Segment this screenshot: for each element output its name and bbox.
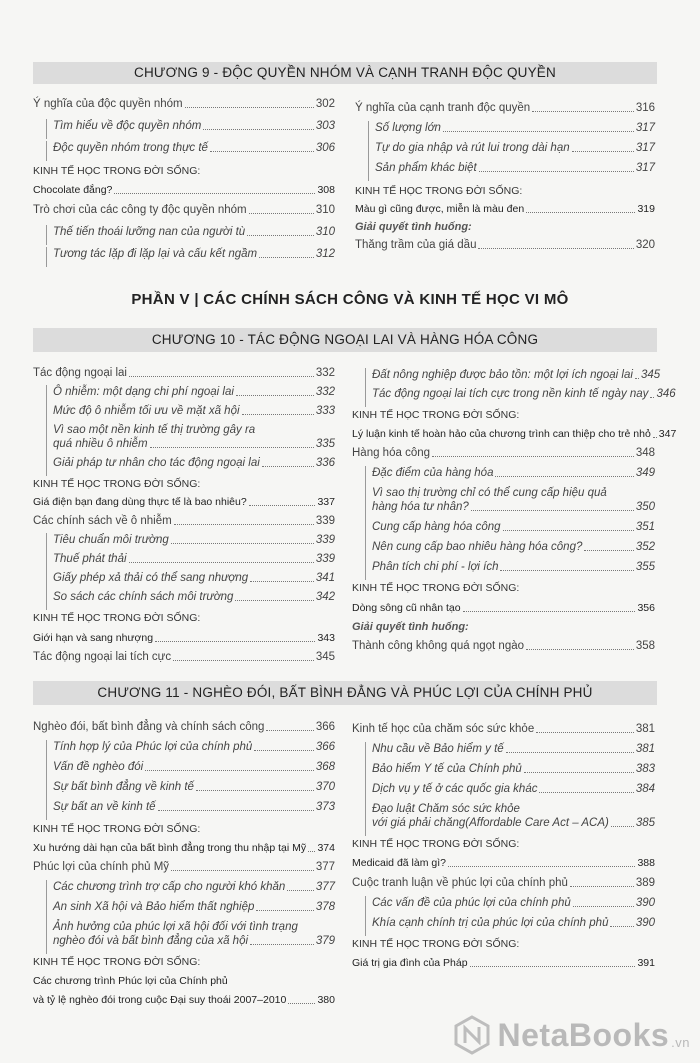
chapter-11-right-column — [352, 722, 655, 970]
toc-entry[interactable]: Tiêu chuẩn môi trường 339 — [33, 533, 335, 547]
chapter-9-title: CHƯƠNG 9 - ĐỘC QUYỀN NHÓM VÀ CẠNH TRANH ĐỘC QUYỀN — [134, 65, 556, 80]
toc-entry[interactable]: Thuế phát thải 339 — [33, 552, 335, 566]
toc-entry[interactable]: Dòng sông cũ nhân tạo 356 — [352, 602, 655, 614]
life-economics-label: KINH TẾ HỌC TRONG ĐỜI SỐNG: — [33, 612, 201, 624]
toc-entry[interactable]: Giá điện bạn đang dùng thực tế là bao nhiêu? 337 — [33, 496, 335, 508]
toc-entry[interactable]: Các chương trình trợ cấp cho người khó khăn 377 — [33, 880, 335, 894]
toc-entry[interactable]: Sự bất bình đẳng về kinh tế 370 — [33, 780, 335, 794]
toc-entry[interactable]: So sách các chính sách môi trường 342 — [33, 590, 335, 604]
chapter-9-header — [33, 62, 657, 84]
toc-entry[interactable]: Giá trị gia đình của Pháp 391 — [352, 957, 655, 969]
toc-entry[interactable]: Trò chơi của các công ty độc quyền nhóm 310 — [33, 204, 335, 216]
toc-entry[interactable]: Cuộc tranh luận về phúc lợi của chính phủ 389 — [352, 877, 655, 889]
toc-entry[interactable]: Ý nghĩa của cạnh tranh độc quyền 316 — [355, 102, 655, 114]
life-economics-label: KINH TẾ HỌC TRONG ĐỜI SỐNG: — [352, 409, 520, 421]
toc-entry[interactable]: Đặc điểm của hàng hóa 349 — [352, 466, 655, 480]
toc-entry[interactable]: Các chính sách về ô nhiễm 339 — [33, 515, 335, 527]
toc-entry[interactable]: Chocolate đắng? 308 — [33, 184, 335, 196]
toc-entry[interactable]: Dịch vụ y tế ở các quốc gia khác 384 — [352, 782, 655, 796]
toc-entry[interactable]: Màu gì cũng được, miễn là màu đen 319 — [355, 203, 655, 215]
netabooks-watermark — [452, 1015, 691, 1055]
life-economics-label: KINH TẾ HỌC TRONG ĐỜI SỐNG: — [352, 938, 520, 950]
toc-entry[interactable]: Lý luận kinh tế hoàn hảo của chương trình can thiệp cho trẻ nhỏ 347 — [352, 428, 677, 440]
toc-entry[interactable]: Kinh tế học của chăm sóc sức khỏe 381 — [352, 723, 655, 735]
toc-entry[interactable]: Xu hướng dài hạn của bất bình đẳng trong thu nhập tại Mỹ 374 — [33, 842, 335, 854]
toc-entry[interactable]: Đất nông nghiệp được bảo tồn: một lợi ích ngoại lai 345 — [352, 368, 655, 382]
toc-entry[interactable]: Tính hợp lý của Phúc lợi của chính phủ 366 — [33, 740, 335, 754]
chapter-9-left-column — [33, 97, 335, 261]
chapter-10-header — [33, 328, 657, 352]
toc-entry[interactable]: Mức độ ô nhiễm tối ưu về mặt xã hội 333 — [33, 404, 335, 418]
toc-entry[interactable]: Giấy phép xả thải có thể sang nhượng 341 — [33, 571, 335, 585]
toc-entry[interactable]: Vì sao thị trường chỉ có thể cung cấp hiệu quả hàng hóa tư nhân? 350 — [352, 486, 655, 514]
toc-entry[interactable]: Thành công không quá ngọt ngào 358 — [352, 640, 655, 652]
life-economics-label: KINH TẾ HỌC TRONG ĐỜI SỐNG: — [33, 165, 201, 177]
toc-entry[interactable]: Cung cấp hàng hóa công 351 — [352, 520, 655, 534]
chapter-11-header — [33, 681, 657, 705]
toc-entry[interactable]: Tìm hiểu về độc quyền nhóm 303 — [33, 119, 335, 133]
watermark-suffix: .vn — [671, 1034, 690, 1050]
toc-entry[interactable]: Vấn đề nghèo đói 368 — [33, 760, 335, 774]
toc-entry[interactable]: Phúc lợi của chính phủ Mỹ 377 — [33, 861, 335, 873]
life-economics-label: KINH TẾ HỌC TRONG ĐỜI SỐNG: — [355, 185, 523, 197]
toc-entry[interactable]: Nên cung cấp bao nhiêu hàng hóa công? 352 — [352, 540, 655, 554]
toc-entry[interactable]: Sự bất an về kinh tế 373 — [33, 800, 335, 814]
toc-entry[interactable]: Bảo hiểm Y tế của Chính phủ 383 — [352, 762, 655, 776]
life-economics-label: KINH TẾ HỌC TRONG ĐỜI SỐNG: — [33, 823, 201, 835]
netabooks-logo-icon — [452, 1015, 492, 1055]
toc-entry[interactable]: Các vấn đề của phúc lợi của chính phủ 390 — [352, 896, 655, 910]
chapter-10-right-column — [352, 368, 677, 653]
life-economics-label: KINH TẾ HỌC TRONG ĐỜI SỐNG: — [352, 838, 520, 850]
case-study-label: Giải quyết tình huống: — [355, 221, 472, 233]
chapter-10-left-column — [33, 366, 335, 664]
toc-entry[interactable]: Giới hạn và sang nhượng 343 — [33, 632, 335, 644]
toc-entry[interactable]: Giải pháp tư nhân cho tác động ngoại lai 336 — [33, 456, 335, 470]
toc-entry[interactable]: Nhu cầu về Bảo hiểm y tế 381 — [352, 742, 655, 756]
toc-entry[interactable]: Nghèo đói, bất bình đẳng và chính sách công 366 — [33, 721, 335, 733]
toc-entry[interactable]: Vì sao một nền kinh tế thị trường gây ra quá nhiều ô nhiễm 335 — [33, 423, 335, 451]
chapter-11-left-column — [33, 720, 335, 1007]
case-study-label: Giải quyết tình huống: — [352, 621, 469, 633]
part-5-title: PHẦN V | CÁC CHÍNH SÁCH CÔNG VÀ KINH TẾ HỌC VI MÔ — [131, 291, 569, 308]
life-economics-label: KINH TẾ HỌC TRONG ĐỜI SỐNG: — [352, 582, 520, 594]
chapter-11-title: CHƯƠNG 11 - NGHÈO ĐÓI, BẤT BÌNH ĐẲNG VÀ PHÚC LỢI CỦA CHÍNH PHỦ — [97, 685, 593, 700]
toc-entry[interactable]: Ý nghĩa của độc quyền nhóm 302 — [33, 98, 335, 110]
toc-entry[interactable]: Tác động ngoại lai tích cực trong nền kinh tế ngày nay 346 — [352, 387, 655, 401]
toc-entry[interactable]: Thế tiến thoái lưỡng nan của người tù 310 — [33, 225, 335, 239]
life-economics-label: KINH TẾ HỌC TRONG ĐỜI SỐNG: — [33, 956, 201, 968]
toc-entry[interactable]: Số lượng lớn 317 — [355, 121, 655, 135]
life-economics-label: KINH TẾ HỌC TRONG ĐỜI SỐNG: — [33, 478, 201, 490]
toc-entry[interactable]: Thăng trầm của giá dầu 320 — [355, 239, 655, 251]
toc-entry[interactable]: Đạo luật Chăm sóc sức khỏe với giá phải chăng(Affordable Care Act – ACA) 385 — [352, 802, 655, 830]
toc-entry[interactable]: Khía cạnh chính trị của phúc lợi của chính phủ 390 — [352, 916, 655, 930]
toc-entry[interactable]: Medicaid đã làm gì? 388 — [352, 857, 655, 869]
toc-entry[interactable]: Tác động ngoại lai tích cực 345 — [33, 651, 335, 663]
chapter-10-title: CHƯƠNG 10 - TÁC ĐỘNG NGOẠI LAI VÀ HÀNG HÓA CÔNG — [151, 332, 539, 347]
chapter-9-right-column — [355, 101, 655, 252]
toc-entry[interactable]: Ô nhiễm: một dạng chi phí ngoại lai 332 — [33, 385, 335, 399]
toc-entry[interactable]: Ảnh hưởng của phúc lợi xã hội đối với tình trạng nghèo đói và bất bình đẳng của xã hội 379 — [33, 920, 335, 948]
toc-entry[interactable]: Tác động ngoại lai 332 — [33, 367, 335, 379]
toc-entry[interactable]: Hàng hóa công 348 — [352, 447, 655, 459]
toc-entry[interactable]: Độc quyền nhóm trong thực tế 306 — [33, 141, 335, 155]
toc-entry[interactable]: Sản phẩm khác biệt 317 — [355, 161, 655, 175]
toc-entry[interactable]: Các chương trình Phúc lợi của Chính phủ và tỷ lệ nghèo đói trong cuộc Đại suy thoái 2007–2010 380 — [33, 975, 335, 1006]
toc-entry[interactable]: Phân tích chi phí - lợi ích 355 — [352, 560, 655, 574]
toc-entry[interactable]: An sinh Xã hội và Bảo hiểm thất nghiệp 378 — [33, 900, 335, 914]
toc-entry[interactable]: Tương tác lặp đi lặp lại và cấu kết ngầm 312 — [33, 247, 335, 261]
watermark-brand: NetaBooks — [497, 1016, 670, 1053]
toc-entry[interactable]: Tự do gia nhập và rút lui trong dài hạn 317 — [355, 141, 655, 155]
